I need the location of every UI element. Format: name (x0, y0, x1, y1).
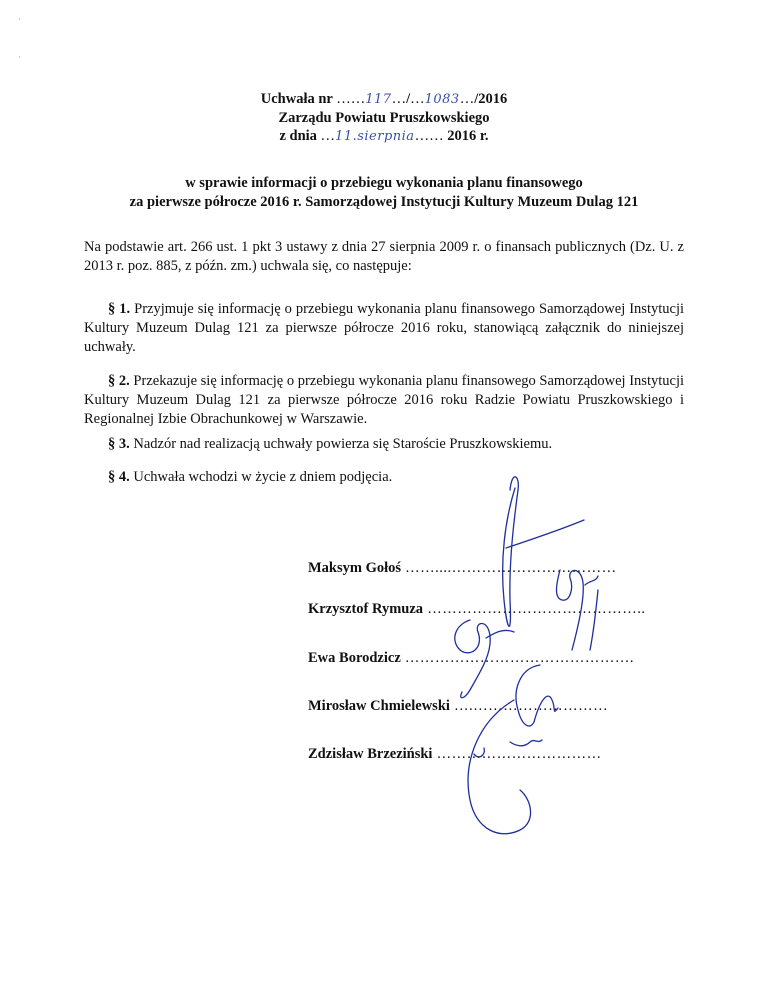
resolution-subject: w sprawie informacji o przebiegu wykonania planu finansowego za pierwsze półrocze 2016 r. Samorządowej Instytucji Kultury Muzeum Dulag 121 (129, 175, 639, 210)
signer-line: Ewa Borodzicz ………………………………………. (308, 650, 635, 666)
handwritten-number-2: 1083 (424, 92, 460, 107)
scan-mark: · (18, 52, 21, 62)
resolution-date-line: z dnia …11.sierpnia…… 2016 r. (279, 128, 489, 144)
paragraph-4: § 4. Uchwała wchodzi w życie z dniem podjęcia. (108, 469, 393, 485)
paragraph-1: § 1. Przyjmuje się informację o przebiegu wykonania planu finansowego Samorządowej Instytucji Kultury Muzeum Dulag 121 za pierwsze półrocze 2016 roku, stanowiącą załącznik do niniejszej uchwały. (84, 301, 684, 355)
paragraph-3: § 3. Nadzór nad realizacją uchwały powierza się Staroście Pruszkowskiemu. (108, 436, 553, 452)
signature-4 (516, 665, 558, 726)
signer-line: Mirosław Chmielewski ….……………………… (308, 698, 609, 714)
board-name: Zarządu Powiatu Pruszkowskiego (278, 110, 490, 126)
legal-basis: Na podstawie art. 266 ust. 1 pkt 3 ustawy z dnia 27 sierpnia 2009 r. o finansach publicznych (Dz. U. z 2013 r. poz. 885, z późn. zm.) uchwala się, co następuje: (84, 239, 684, 274)
signer-line: Krzysztof Rymuza …………………………………….. (308, 601, 646, 617)
resolution-header (0, 90, 768, 146)
scan-mark: · (18, 14, 21, 24)
handwritten-date: 11.sierpnia (335, 129, 415, 144)
paragraph-2: § 2. Przekazuje się informację o przebiegu wykonania planu finansowego Samorządowej Instytucji Kultury Muzeum Dulag 121 za pierwsze półrocze 2016 roku Radzie Powiatu Pruszkowskiego i Regionalnej Izbie Obrachunkowej w Warszawie. (84, 373, 685, 427)
handwritten-number: 117 (365, 92, 392, 107)
signature-5 (468, 700, 542, 834)
signer-line: Zdzisław Brzeziński …………………………… (308, 746, 602, 762)
resolution-number-line: Uchwała nr ……117…/…1083…/2016 (260, 91, 508, 107)
signer-line: Maksym Gołoś ……....…………………………… (308, 560, 617, 576)
